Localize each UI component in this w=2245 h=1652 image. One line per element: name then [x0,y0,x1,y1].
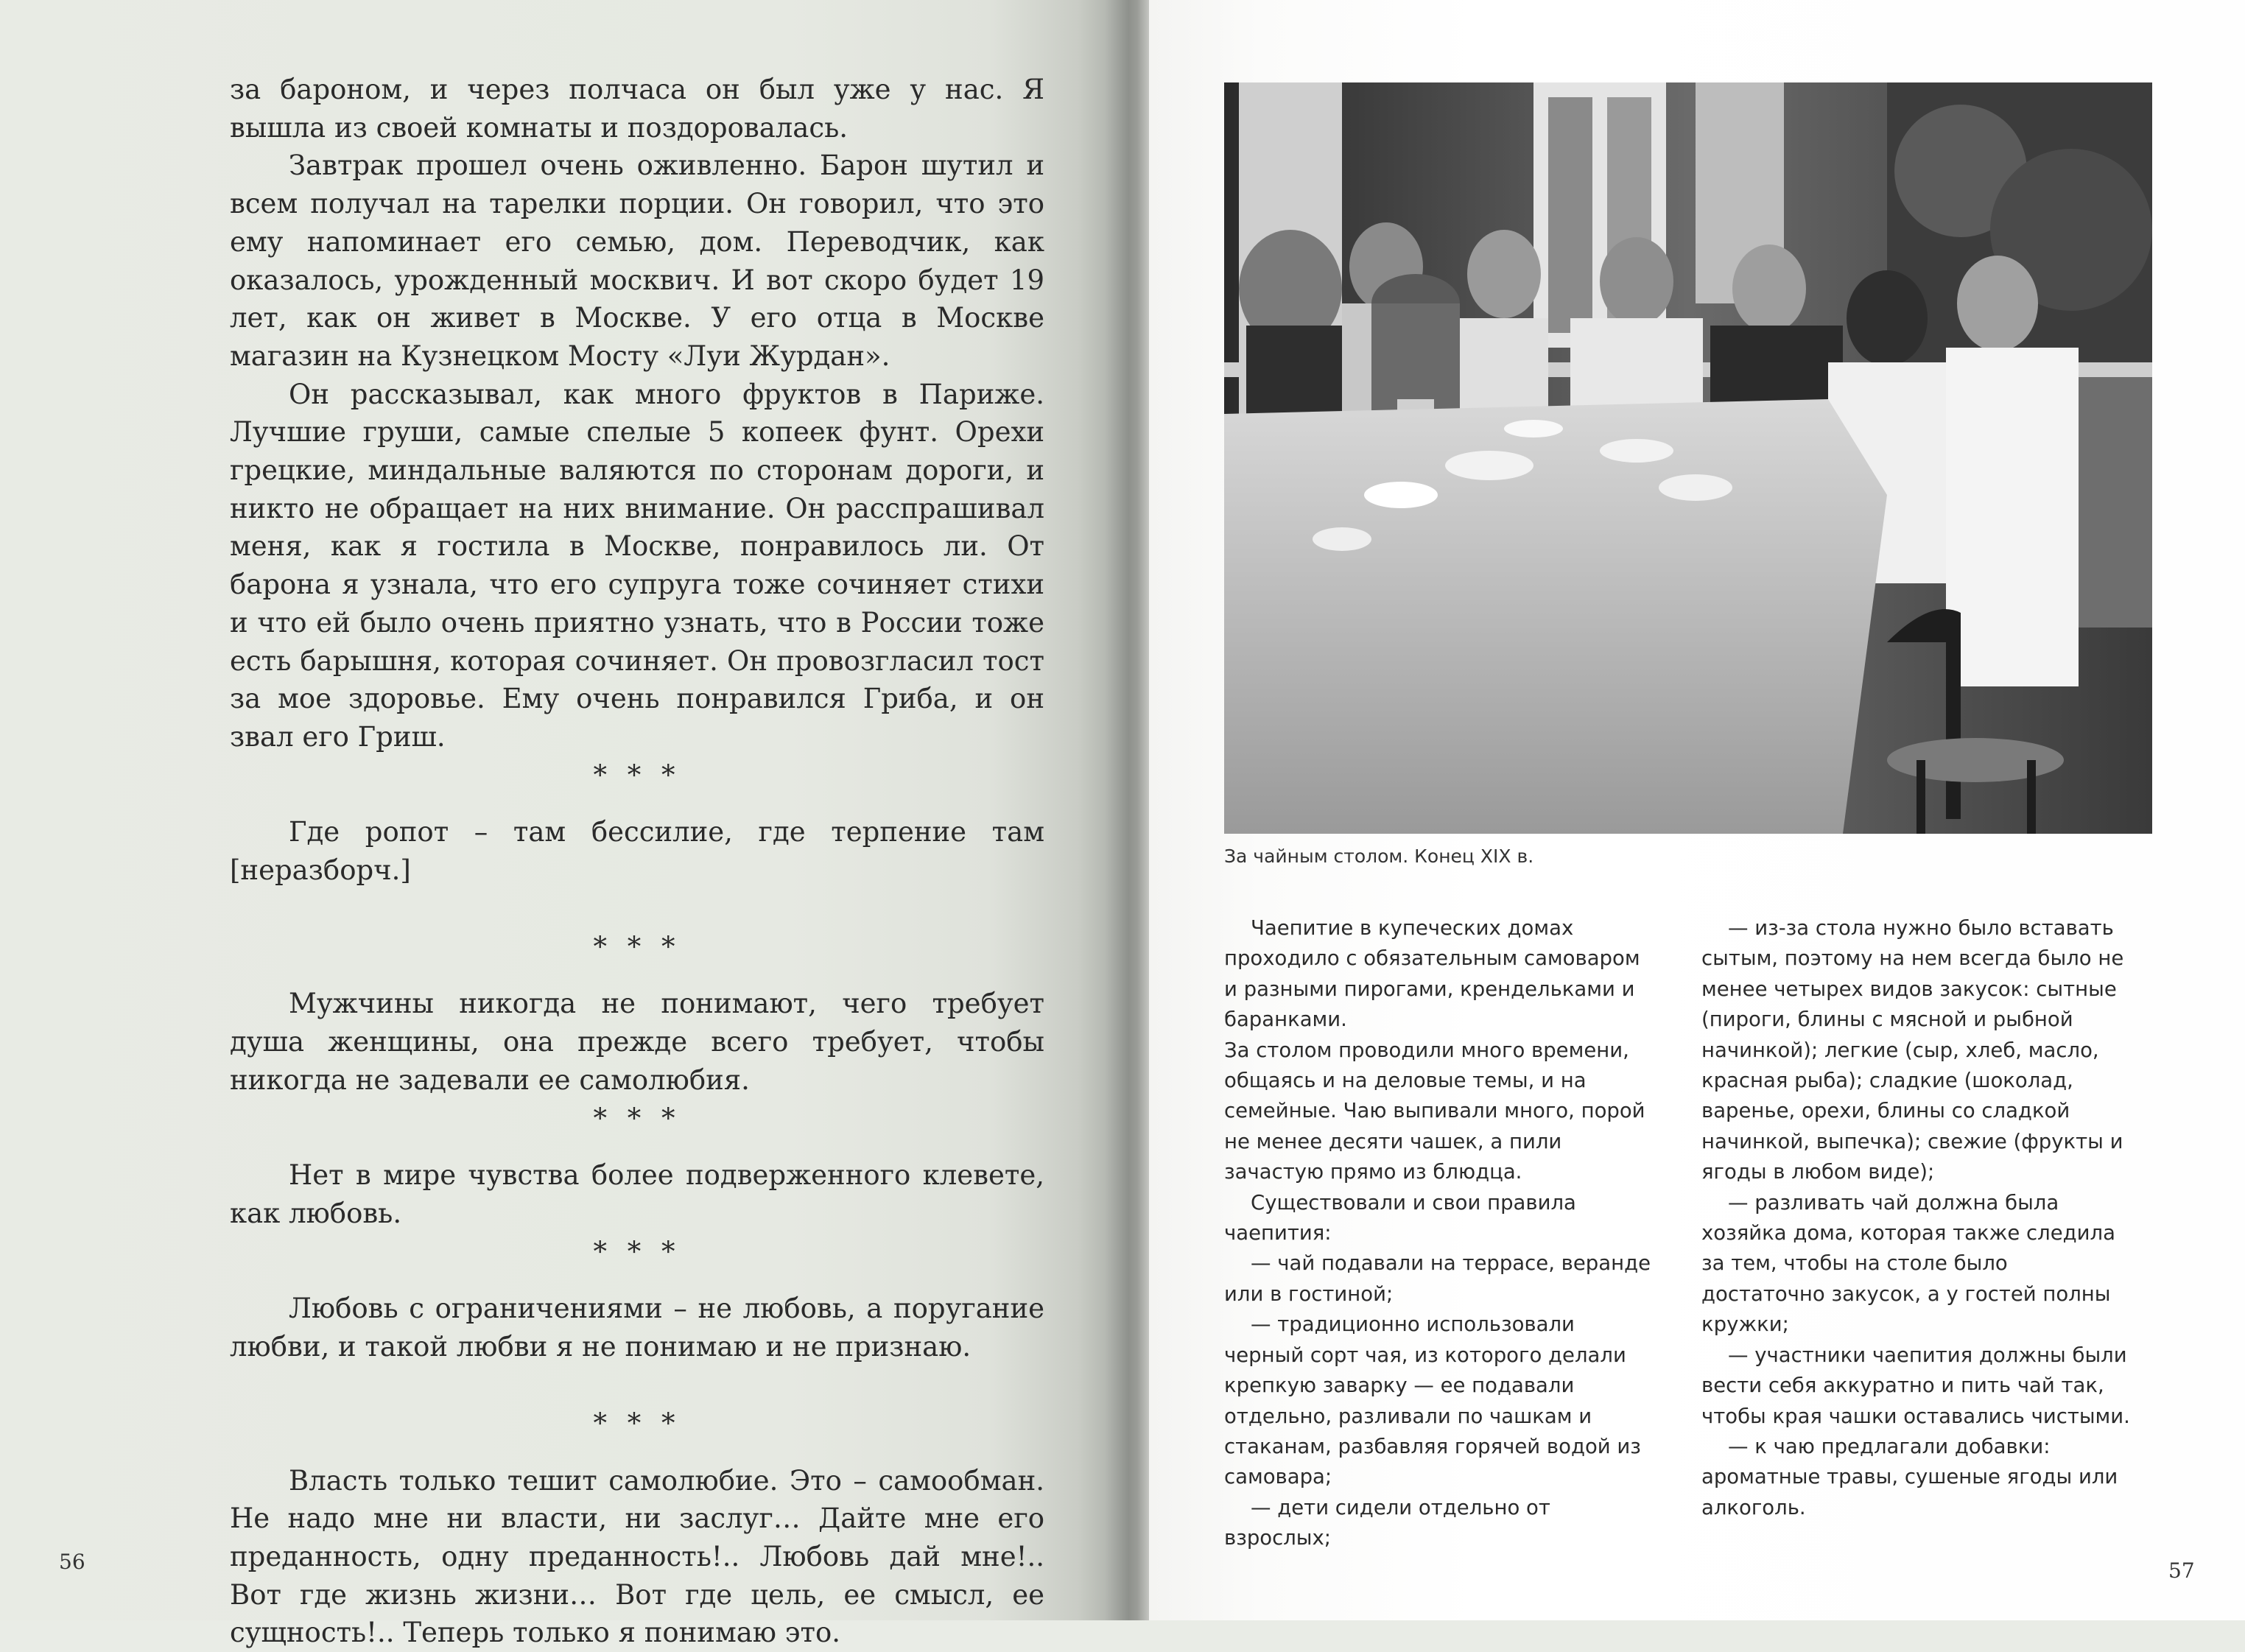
paragraph: Чаепитие в купеческих домах проходило с обязательным самоваром и разными пирогами, крендельками и баранками. [1224,913,1659,1036]
list-item: — к чаю предлагали добавки: ароматные травы, сушеные ягоды или алкоголь. [1701,1432,2136,1523]
paragraph: За столом проводили много времени, общаясь и на деловые темы, и на семейные. Чаю выпивали много, порой не менее десяти чашек, а пили зачастую прямо из блюдца. [1224,1036,1659,1188]
list-item: — участники чаепития должны были вести себя аккуратно и пить чай так, чтобы края чашки оставались чистыми. [1701,1340,2136,1432]
photo-caption: За чайным столом. Конец XIX в. [1224,846,2152,867]
aphorism: Мужчины никогда не понимают, чего требует душа женщины, она прежде всего требует, чтобы никогда не задевали ее самолюбия. [230,985,1044,1099]
right-column-1 [1224,913,1659,1554]
page-number-right: 57 [2168,1558,2195,1583]
section-separator: * * * [230,756,1044,795]
aphorism: Где ропот – там бессилие, где терпение там [неразборч.] [230,813,1044,889]
paragraph: Завтрак прошел очень оживленно. Барон шутил и всем получал на тарелки порции. Он говорил, что это ему напоминает его семью, дом. Переводчик, как оказалось, урожденный москвич. И вот скоро будет 19 лет, как он живет в Москве. У его отца в Москве магазин на Кузнецком Мосту «Луи Журдан». [230,147,1044,375]
aphorism: Власть только тешит самолюбие. Это – самообман. Не надо мне ни власти, ни заслуг… Дайте мне его преданность, одну преданность!.. Любовь дай мне!.. Вот где жизнь жизни… Вот где цель, ее смысл, ее сущность!.. Теперь только я понимаю это. [230,1462,1044,1652]
right-column-2 [1701,913,2136,1523]
section-separator: * * * [230,928,1044,966]
list-item: — из-за стола нужно было вставать сытым, поэтому на нем всегда было не менее четырех видов закусок: сытные (пироги, блины с мясной и рыбной начинкой); легкие (сыр, хлеб, масло, красная рыба); сладкие (шоколад, варенье, орехи, блины со сладкой начинкой, выпечка); свежие (фрукты и ягоды в любом виде); [1701,913,2136,1188]
list-item: — традиционно использовали черный сорт чая, из которого делали крепкую заварку — ее подавали отдельно, разливали по чашкам и стаканам, разбавляя горячей водой из самовара; [1224,1310,1659,1492]
page-number-left: 56 [59,1550,85,1574]
section-separator: * * * [230,1405,1044,1443]
aphorism: Нет в мире чувства более подверженного клевете, как любовь. [230,1156,1044,1232]
tea-table-photo [1224,82,2152,834]
section-separator: * * * [230,1233,1044,1271]
aphorism: Любовь с ограничениями – не любовь, а поругание любви, и такой любви я не понимаю и не признаю. [230,1290,1044,1365]
list-item: — разливать чай должна была хозяйка дома, которая также следила за тем, чтобы на столе было достаточно закусок, а у гостей полны кружки; [1701,1188,2136,1340]
section-separator: * * * [230,1100,1044,1138]
list-item: — чай подавали на террасе, веранде или в гостиной; [1224,1248,1659,1310]
list-item: — дети сидели отдельно от взрослых; [1224,1493,1659,1554]
paragraph: Существовали и свои правила чаепития: [1224,1188,1659,1249]
paragraph: за бароном, и через полчаса он был уже у нас. Я вышла из своей комнаты и поздоровалась. [230,71,1044,147]
paragraph: Он рассказывал, как много фруктов в Париже. Лучшие груши, самые спелые 5 копеек фунт. Орехи грецкие, миндальные валяются по сторонам дороги, и никто не обращает на них внимание. Он расспрашивал меня, как я гостила в Москве, понравилось ли. От барона я узнала, что его супруга тоже сочиняет стихи и что ей было очень приятно узнать, что в России тоже есть барышня, которая сочиняет. Он провозгласил тост за мое здоровье. Ему очень понравился Гриба, и он звал его Гриш. [230,376,1044,756]
left-page-text [230,71,1044,1652]
